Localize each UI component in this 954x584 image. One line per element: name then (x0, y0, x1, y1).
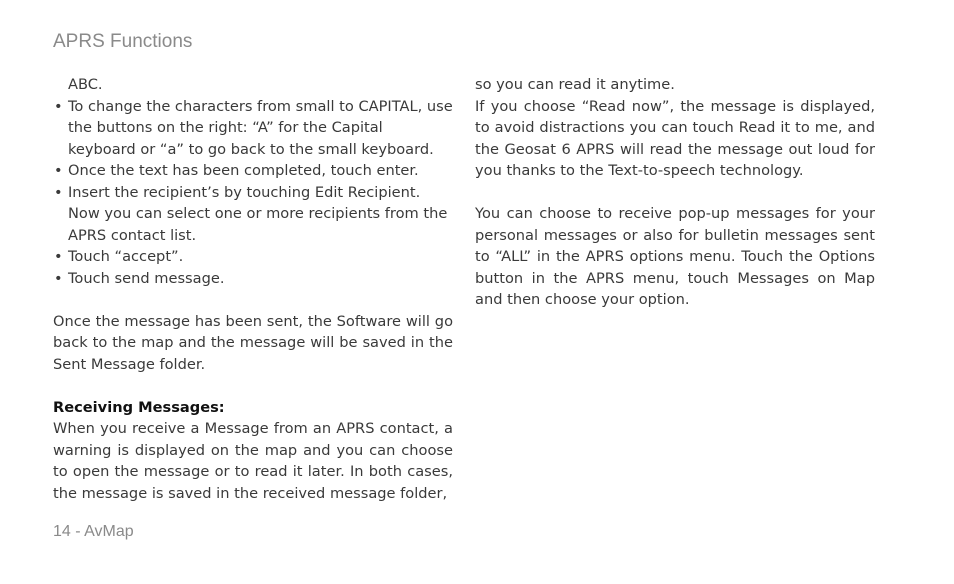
list-item: • Insert the recipient’s by touching Edit Recipient. Now you can select one or more recipients from the APRS contact list. (53, 182, 453, 247)
right-column (475, 74, 875, 311)
instruction-list (53, 96, 453, 290)
list-item: • Touch send message. (53, 268, 453, 290)
left-column (53, 74, 453, 504)
spacer (475, 182, 875, 204)
paragraph-continuation: so you can read it anytime. (475, 76, 675, 93)
spacer (53, 289, 453, 311)
paragraph-read-now: If you choose “Read now”, the message is displayed, to avoid distractions you can touch Read it to me, and the Geosat 6 APRS will read the message out loud for you thanks to the Text-to-speech technology. (475, 97, 875, 179)
continuation-text: ABC. (68, 76, 103, 93)
section-heading-receiving: Receiving Messages: (53, 398, 225, 416)
list-item: • Touch “accept”. (53, 246, 453, 268)
spacer (53, 375, 453, 397)
list-item: • Once the text has been completed, touch enter. (53, 160, 453, 182)
paragraph-message-sent: Once the message has been sent, the Software will go back to the map and the message will be saved in the Sent Message folder. (53, 312, 453, 373)
paragraph-popup: You can choose to receive pop-up messages for your personal messages or also for bulletin messages sent to “ALL” in the APRS options menu. Touch the Options button in the APRS menu, touch Messages on Map and then choose your option. (475, 205, 875, 308)
list-item: • To change the characters from small to CAPITAL, use the buttons on the right: “A” for the Capital keyboard or “a” to go back to the small keyboard. (53, 96, 453, 161)
paragraph-receiving: When you receive a Message from an APRS contact, a warning is displayed on the map and you can choose to open the message or to read it later. In both cases, the message is saved in the received message folder, (53, 420, 453, 502)
page-header-title: APRS Functions (53, 31, 193, 52)
page-footer: 14 - AvMap (53, 523, 134, 540)
